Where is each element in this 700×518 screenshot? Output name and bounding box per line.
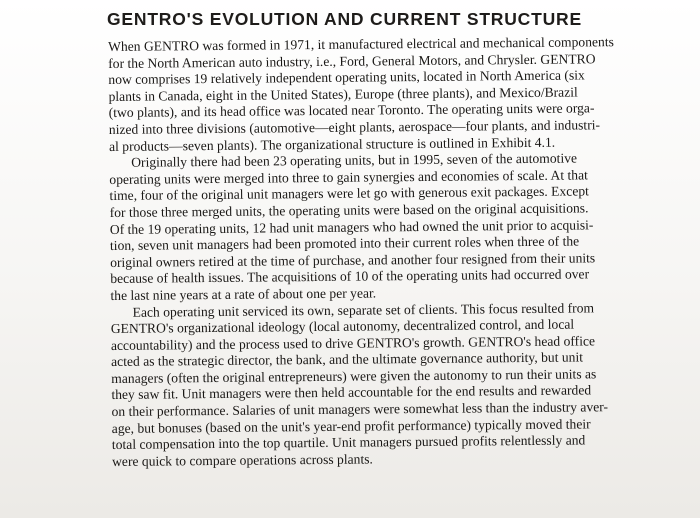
paragraph-start-line: Each operating unit serviced its own, separate set of clients. This focus resulted from <box>132 299 595 320</box>
text-line: they saw fit. Unit managers were then held accountable for the end results and rewarded <box>111 382 592 403</box>
text-line: (two plants), and its head office was located near Toronto. The operating units were orga- <box>108 100 595 121</box>
text-line: GENTRO's organizational ideology (local autonomy, decentralized control, and local <box>110 316 575 337</box>
paragraph-start-line: Originally there had been 23 operating units, but in 1995, seven of the automotive <box>131 150 578 170</box>
text-line: operating units were merged into three to gain synergies and economies of scale. At that <box>109 167 588 187</box>
text-line: acted as the strategic director, the bank, and the ultimate governance authority, but unit <box>111 349 584 370</box>
text-line: for the North American auto industry, i.e., Ford, General Motors, and Chrysler. GENTRO <box>108 50 596 71</box>
text-line: total compensation into the top quartile. Unit managers pursued profits relentlessly and <box>111 432 586 453</box>
text-line: When GENTRO was formed in 1971, it manufactured electrical and mechanical components <box>108 34 614 54</box>
body-text <box>108 34 656 471</box>
text-line: now comprises 19 relatively independent operating units, located in North America (six <box>108 67 585 88</box>
text-line: accountability) and the process used to drive GENTRO's growth. GENTRO's head office <box>110 333 596 353</box>
text-line: because of health issues. The acquisitions of 10 of the operating units had occurred over <box>110 266 590 287</box>
section-heading: GENTRO'S EVOLUTION AND CURRENT STRUCTURE <box>107 9 582 29</box>
text-line: age, but bonuses (based on the unit's year-end profit performance) typically moved their <box>111 416 591 436</box>
text-line: original owners retired at the time of purchase, and another four resigned from their units <box>110 250 596 270</box>
text-line: plants in Canada, eight in the United States), Europe (three plants), and Mexico/Brazil <box>108 84 578 104</box>
text-line: the last nine years at a rate of about one per year. <box>110 285 377 303</box>
text-line: tion, seven unit managers had been promoted into their current roles when three of the <box>109 233 580 254</box>
text-line: Of the 19 operating units, 12 had unit managers who had owned the unit prior to acquisi- <box>109 216 594 237</box>
text-line: time, four of the original unit managers were let go with generous exit packages. Except <box>109 183 589 204</box>
text-line: al products—seven plants). The organizational structure is outlined in Exhibit 4.1. <box>108 134 556 154</box>
text-line: were quick to compare operations across plants. <box>111 451 373 469</box>
text-line: nized into three divisions (automotive—eight plants, aerospace—four plants, and industri- <box>108 117 601 137</box>
text-line: managers (often the original entrepreneurs) were given the autonomy to run their units as <box>111 366 597 386</box>
text-line: for those three merged units, the operating units were based on the original acquisitions. <box>109 200 589 220</box>
text-line: on their performance. Salaries of unit managers were somewhat less than the industry aver- <box>111 399 609 420</box>
